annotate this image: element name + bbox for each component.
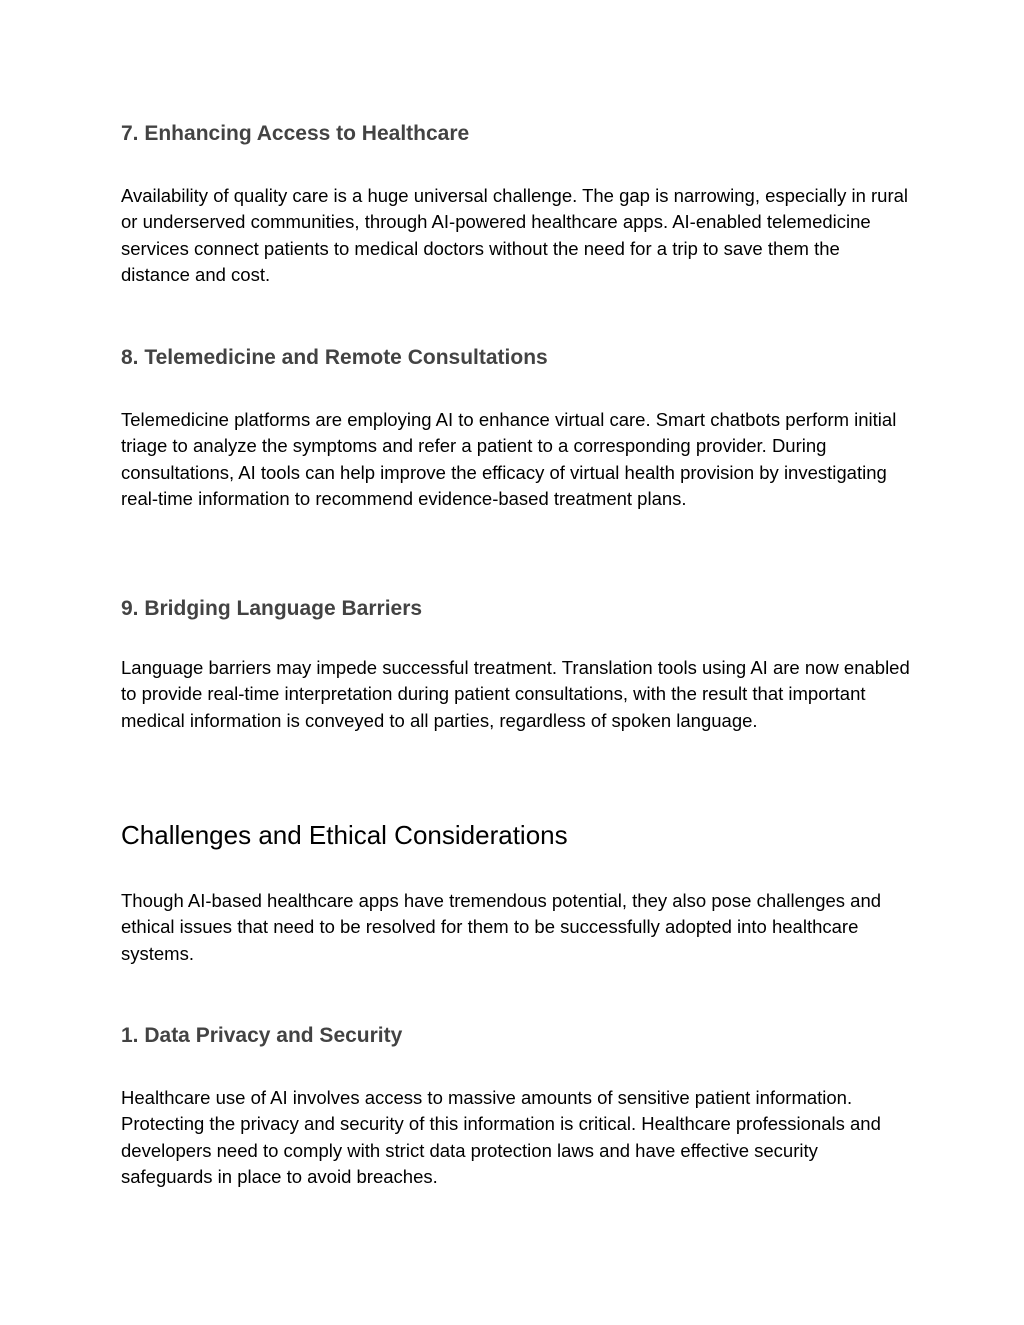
section-heading-data-privacy: 1. Data Privacy and Security: [121, 1024, 403, 1047]
paragraph-language-barriers: Language barriers may impede successful treatment. Translation tools using AI are now enabled to provide real-time interpretation during patient consultations, with the result that important medical information is conveyed to all parties, regardless of spoken language.: [121, 657, 910, 731]
paragraph-data-privacy: Healthcare use of AI involves access to massive amounts of sensitive patient information. Protecting the privacy and security of this information is critical. Healthcare professionals and developers need to comply with strict data protection laws and have effective security safeguards in place to avoid breaches.: [121, 1087, 881, 1188]
section-heading-telemedicine: 8. Telemedicine and Remote Consultations: [121, 346, 548, 369]
section-heading-enhancing-access: 7. Enhancing Access to Healthcare: [121, 122, 470, 145]
paragraph-challenges: Though AI-based healthcare apps have tremendous potential, they also pose challenges and ethical issues that need to be resolved for them to be successfully adopted into healthcare systems.: [121, 890, 882, 964]
paragraph-telemedicine: Telemedicine platforms are employing AI to enhance virtual care. Smart chatbots perform initial triage to analyze the symptoms and refer a patient to a corresponding provider. During consultations, AI tools can help improve the efficacy of virtual health provision by investigating real-time information to recommend evidence-based treatment plans.: [121, 409, 897, 510]
section-heading-language-barriers: 9. Bridging Language Barriers: [121, 597, 423, 620]
section-heading-challenges: Challenges and Ethical Considerations: [121, 820, 568, 850]
paragraph-enhancing-access: Availability of quality care is a huge universal challenge. The gap is narrowing, especially in rural or underserved communities, through AI-powered healthcare apps. AI-enabled telemedicine services connect patients to medical doctors without the need for a trip to save them the distance and cost.: [121, 185, 909, 286]
